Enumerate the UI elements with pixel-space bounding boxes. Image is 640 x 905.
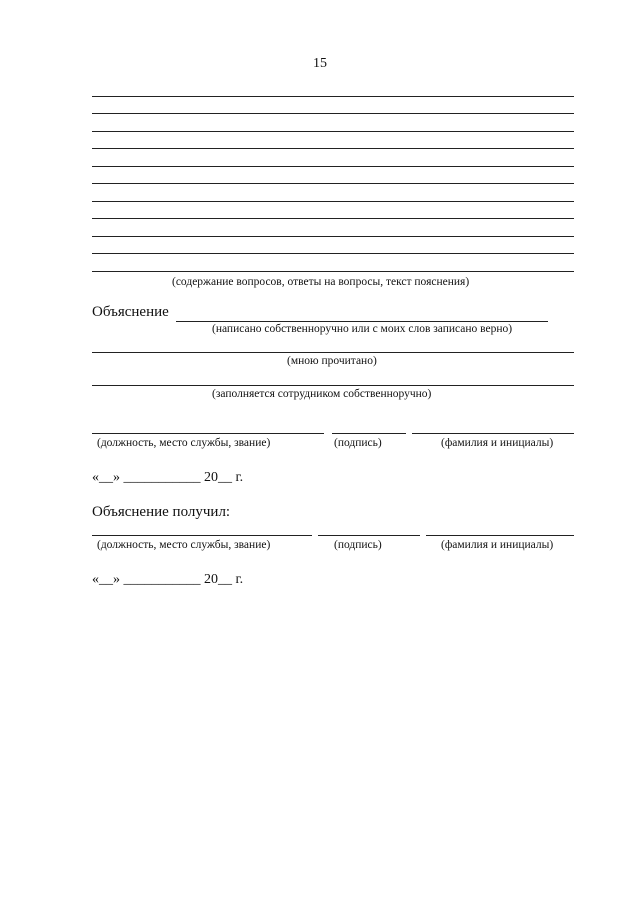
answer-line[interactable] (92, 148, 574, 149)
answer-line[interactable] (92, 253, 574, 254)
position-caption: (должность, место службы, звание) (97, 539, 271, 551)
page-number: 15 (313, 56, 327, 71)
officer-caption: (заполняется сотрудником собственноручно) (212, 388, 432, 400)
received-label: Объяснение получил: (92, 504, 231, 520)
answer-line[interactable] (92, 236, 574, 237)
name-line[interactable] (412, 433, 574, 434)
explanation-label: Объяснение (92, 304, 169, 320)
signature-line[interactable] (318, 535, 420, 536)
answer-line[interactable] (92, 113, 574, 114)
position-caption: (должность, место службы, звание) (97, 437, 271, 449)
read-caption: (мною прочитано) (287, 355, 377, 367)
explanation-line[interactable] (176, 321, 548, 322)
answer-line[interactable] (92, 183, 574, 184)
handwritten-caption: (написано собственноручно или с моих слов записано верно) (212, 323, 513, 335)
signature-caption: (подпись) (334, 539, 382, 551)
date-field[interactable]: «__» ___________ 20__ г. (92, 572, 244, 587)
answer-line[interactable] (92, 271, 574, 272)
signature-line[interactable] (332, 433, 406, 434)
answer-line[interactable] (92, 166, 574, 167)
signature-caption: (подпись) (334, 437, 382, 449)
answer-line[interactable] (92, 131, 574, 132)
answer-line[interactable] (92, 218, 574, 219)
date-field[interactable]: «__» ___________ 20__ г. (92, 470, 244, 485)
name-line[interactable] (426, 535, 574, 536)
position-line[interactable] (92, 433, 324, 434)
answer-line[interactable] (92, 201, 574, 202)
answer-line[interactable] (92, 96, 574, 97)
content-caption: (содержание вопросов, ответы на вопросы, текст пояснения) (172, 276, 470, 288)
name-caption: (фамилия и инициалы) (441, 437, 554, 449)
position-line[interactable] (92, 535, 312, 536)
read-line[interactable] (92, 352, 574, 353)
officer-line[interactable] (92, 385, 574, 386)
name-caption: (фамилия и инициалы) (441, 539, 554, 551)
